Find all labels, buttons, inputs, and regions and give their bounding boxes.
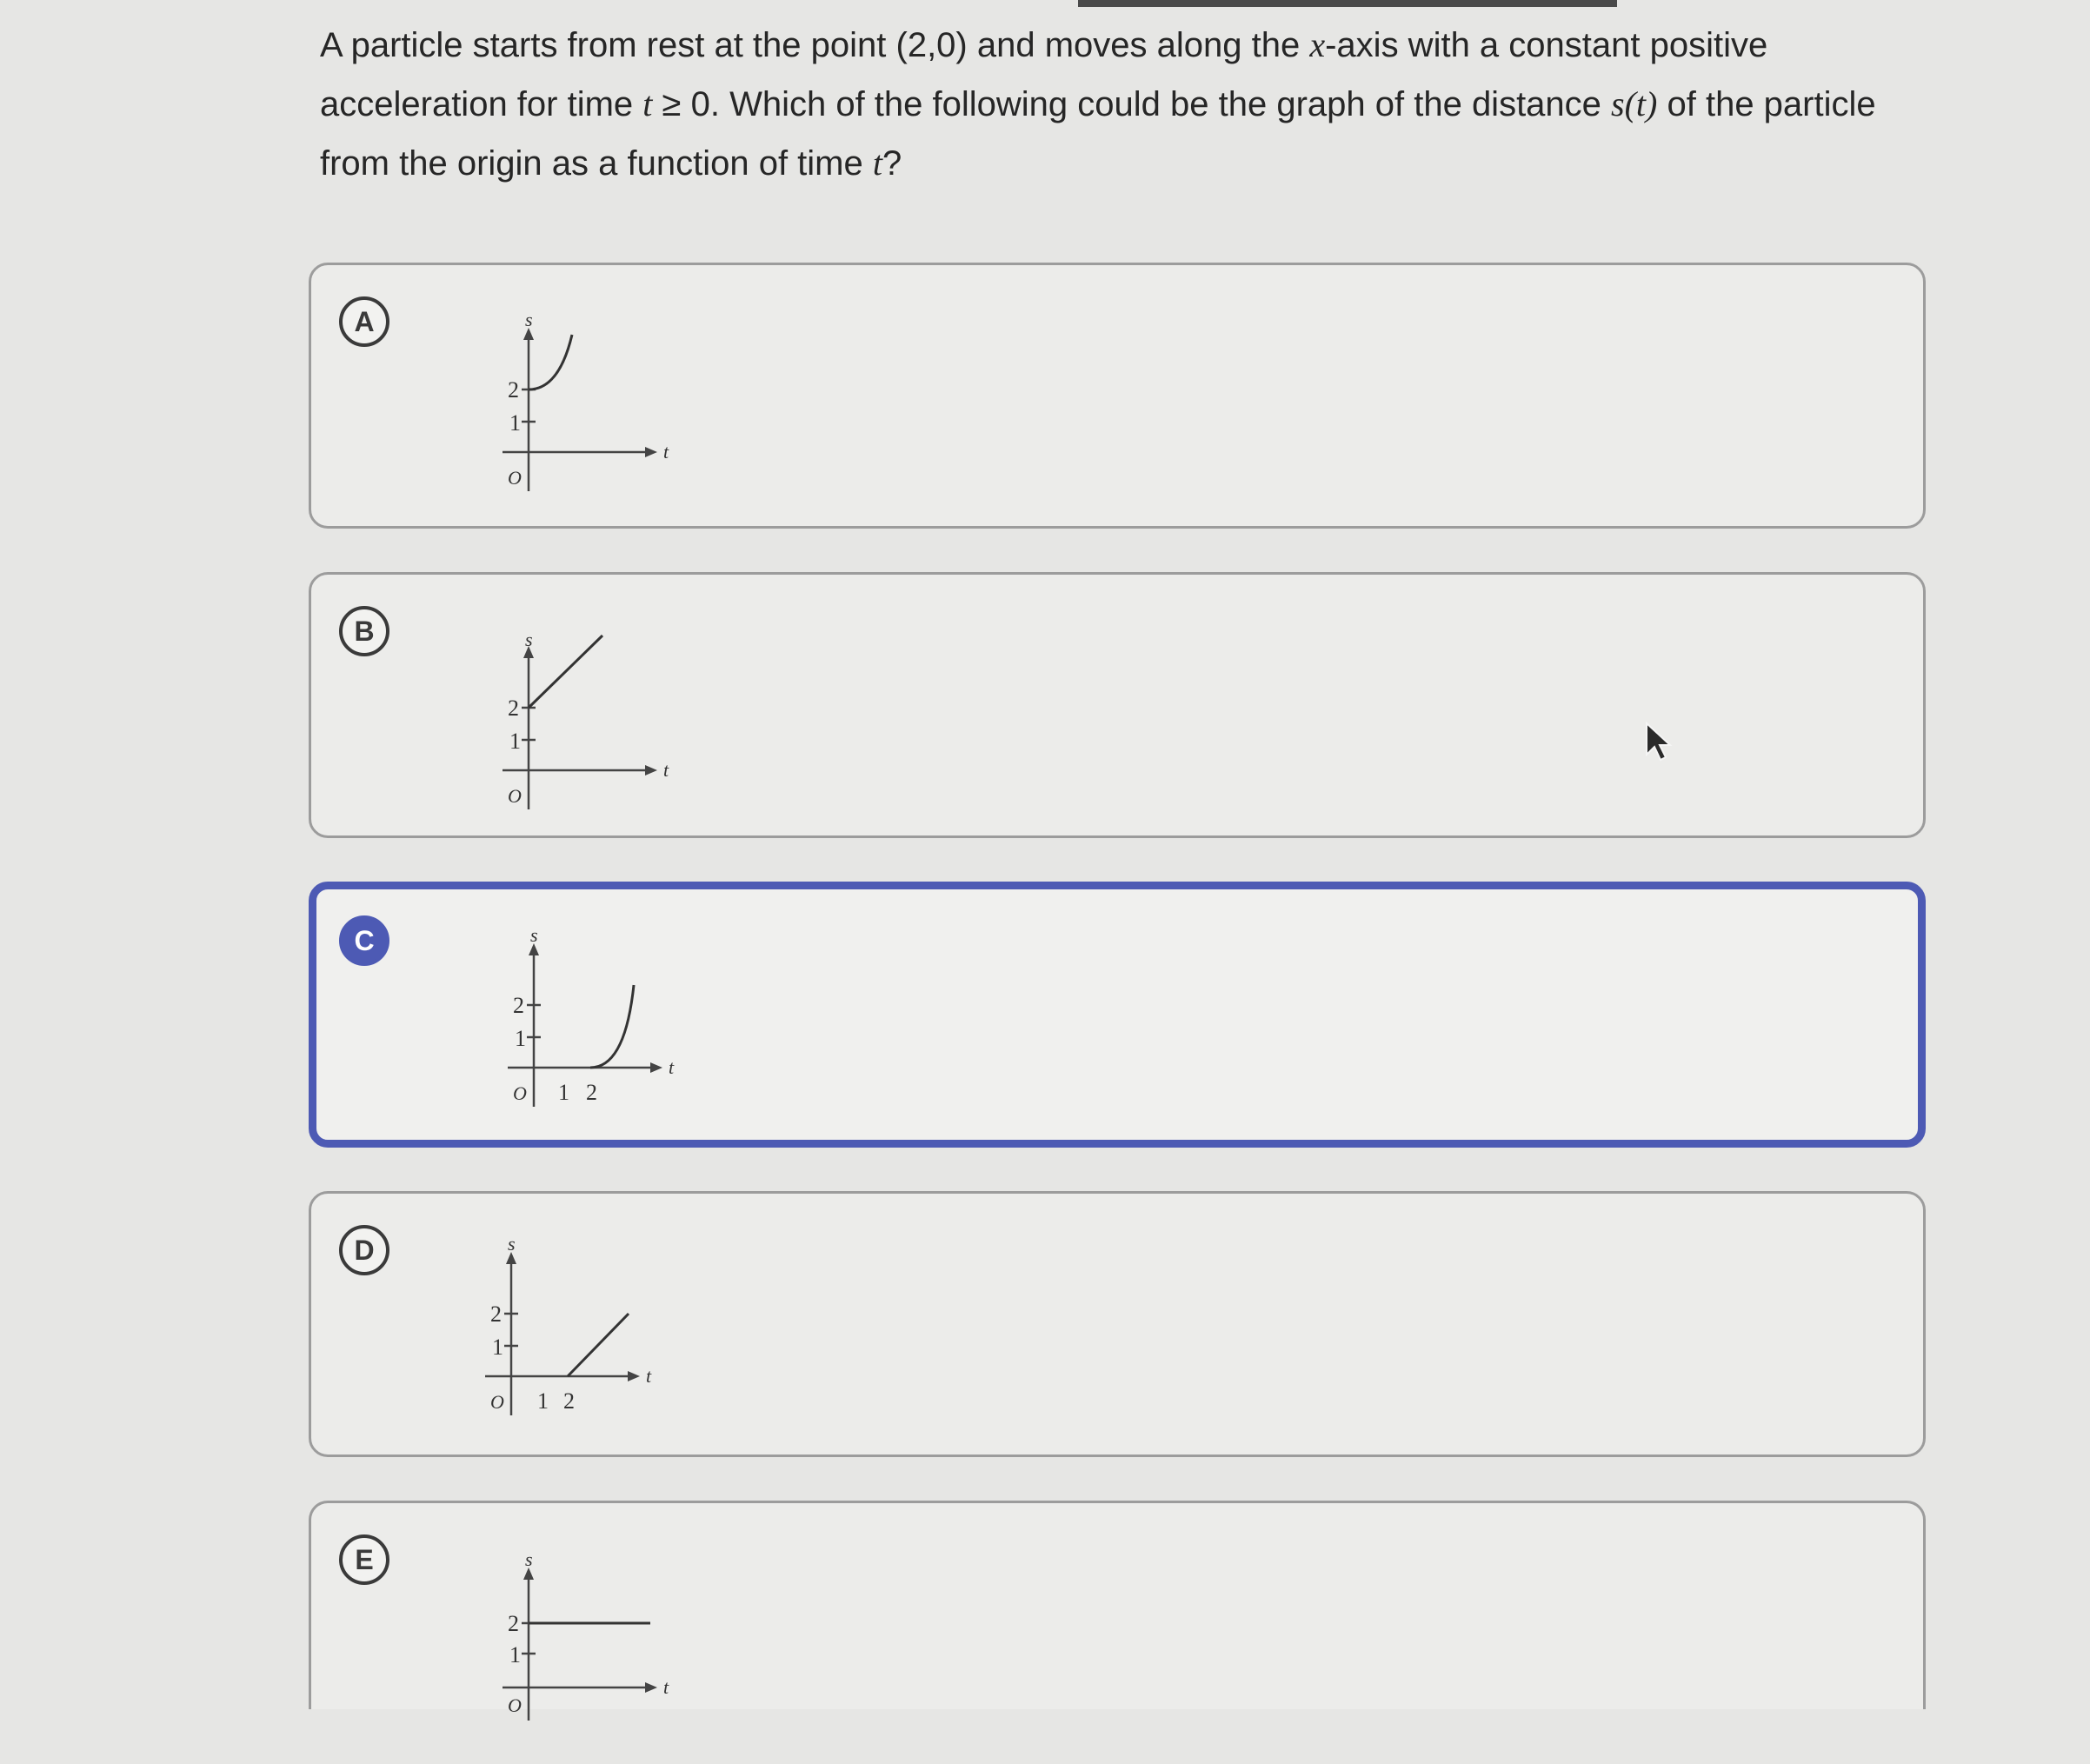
- graph-e: [442, 1512, 720, 1764]
- s-label: s: [530, 924, 538, 946]
- choice-c[interactable]: [309, 882, 1926, 1148]
- choice-letter-b[interactable]: B: [339, 606, 389, 656]
- t-label: t: [663, 759, 669, 781]
- y-tick-label: 2: [508, 377, 519, 403]
- y-tick-label: 2: [508, 1611, 519, 1636]
- graph-c: [447, 898, 725, 1150]
- x-tick-label: 2: [586, 1080, 597, 1105]
- x-tick-label: 1: [537, 1388, 549, 1414]
- choice-e[interactable]: [309, 1501, 1926, 1716]
- choice-a[interactable]: [309, 263, 1926, 529]
- y-tick-label: 2: [513, 993, 524, 1018]
- t-axis-arrow: [650, 1062, 662, 1073]
- t-axis-arrow: [645, 765, 657, 775]
- math-inequality: ≥ 0: [652, 85, 710, 123]
- top-bar: [1078, 0, 1617, 7]
- t-label: t: [669, 1056, 675, 1078]
- t-axis-arrow: [645, 1682, 657, 1693]
- origin-label: O: [508, 1694, 522, 1716]
- origin-label: O: [508, 467, 522, 489]
- graph-a: [442, 274, 720, 526]
- math-function: s(t): [1611, 84, 1658, 123]
- choice-b[interactable]: [309, 572, 1926, 838]
- question-part: -axis with a constant positive acceleration for time: [320, 26, 1768, 123]
- question-part: A particle starts from rest at the point (2,0) and moves along the: [320, 26, 1310, 64]
- choice-letter-e[interactable]: E: [339, 1534, 389, 1585]
- mouse-cursor-icon: [1643, 722, 1673, 763]
- graph-b: [442, 583, 720, 835]
- graph-line: [529, 636, 602, 708]
- question-part: of the particle from the origin as a function of time: [320, 85, 1876, 183]
- s-label: s: [525, 1548, 533, 1570]
- choice-letter-d[interactable]: D: [339, 1225, 389, 1275]
- question-text: [320, 16, 1937, 193]
- x-tick-label: 2: [563, 1388, 575, 1414]
- choice-d[interactable]: [309, 1191, 1926, 1457]
- y-tick-label: 1: [509, 410, 521, 436]
- s-label: s: [525, 629, 533, 650]
- origin-label: O: [513, 1082, 527, 1104]
- t-axis-arrow: [645, 447, 657, 457]
- s-label: s: [508, 1233, 516, 1255]
- s-label: s: [525, 309, 533, 330]
- x-tick-label: 1: [558, 1080, 569, 1105]
- origin-label: O: [490, 1391, 504, 1413]
- choice-letter-a[interactable]: A: [339, 296, 389, 347]
- y-tick-label: 1: [509, 1642, 521, 1667]
- math-var: t: [642, 84, 653, 123]
- graph-curve: [529, 335, 572, 389]
- origin-label: O: [508, 785, 522, 807]
- question-part: . Which of the following could be the graph of the distance: [709, 85, 1612, 123]
- math-var: t: [872, 143, 882, 183]
- graph-line: [568, 1314, 629, 1376]
- question-part: ?: [882, 144, 902, 183]
- y-tick-label: 2: [508, 696, 519, 721]
- graph-curve: [590, 985, 634, 1068]
- t-label: t: [663, 1676, 669, 1698]
- t-label: t: [646, 1365, 652, 1387]
- answer-choices: [309, 263, 1943, 1716]
- t-label: t: [663, 441, 669, 463]
- math-var: x: [1309, 25, 1326, 64]
- choice-letter-c[interactable]: C: [339, 915, 389, 966]
- y-tick-label: 1: [492, 1335, 503, 1360]
- y-tick-label: 2: [490, 1301, 502, 1327]
- t-axis-arrow: [628, 1371, 640, 1381]
- y-tick-label: 1: [515, 1026, 526, 1051]
- graph-d: [442, 1202, 720, 1454]
- y-tick-label: 1: [509, 729, 521, 754]
